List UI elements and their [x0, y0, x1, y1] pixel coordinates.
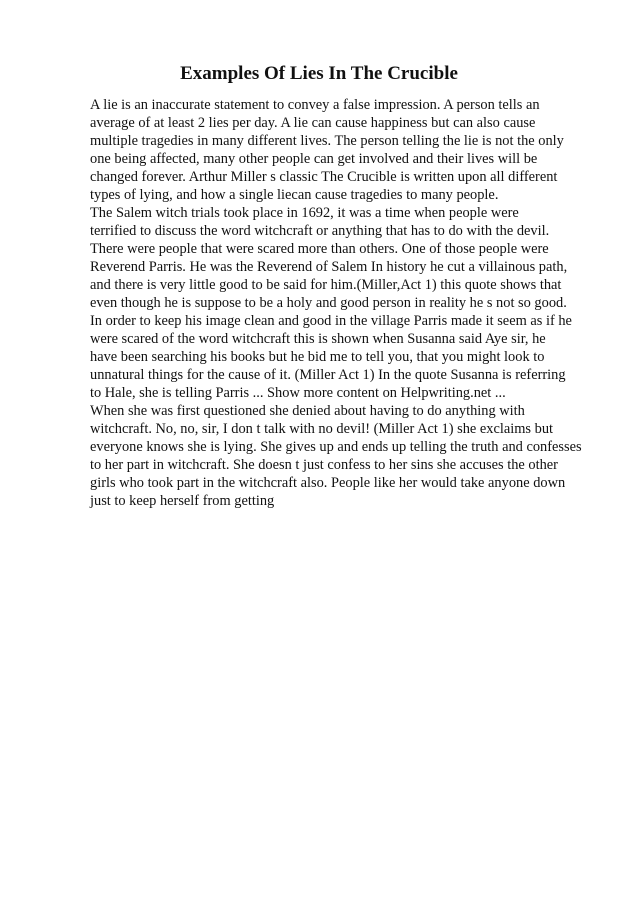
- body-line: multiple tragedies in many different lives. The person telling the lie is not the only: [90, 133, 564, 149]
- body-line: one being affected, many other people can get involved and their lives will be: [90, 151, 538, 167]
- body-line: have been searching his books but he bid me to tell you, that you might look to: [90, 349, 545, 365]
- body-line: In order to keep his image clean and good in the village Parris made it seem as if he: [90, 313, 572, 329]
- body-line: unnatural things for the cause of it. (Miller Act 1) In the quote Susanna is referring: [90, 367, 566, 383]
- body-line: girls who took part in the witchcraft also. People like her would take anyone down: [90, 475, 566, 491]
- body-line: just to keep herself from getting: [90, 493, 275, 509]
- body-line: witchcraft. No, no, sir, I don t talk with no devil! (Miller Act 1) she exclaims but: [90, 421, 554, 437]
- body-line: to Hale, she is telling Parris ... Show more content on Helpwriting.net ...: [90, 385, 506, 401]
- body-line: were scared of the word witchcraft this is shown when Susanna said Aye sir, he: [90, 331, 546, 347]
- body-line: terrified to discuss the word witchcraft or anything that has to do with the devil.: [90, 223, 550, 239]
- document-body: [90, 96, 610, 510]
- body-line: Reverend Parris. He was the Reverend of Salem In history he cut a villainous path,: [90, 259, 568, 275]
- document-title: Examples Of Lies In The Crucible: [180, 63, 458, 84]
- body-line: The Salem witch trials took place in 1692, it was a time when people were: [90, 205, 519, 221]
- body-line: and there is very little good to be said for him.(Miller,Act 1) this quote shows that: [90, 277, 562, 293]
- body-line: even though he is suppose to be a holy and good person in reality he s not so good.: [90, 295, 567, 311]
- body-line: everyone knows she is lying. She gives up and ends up telling the truth and confesses: [90, 439, 582, 455]
- body-line: to her part in witchcraft. She doesn t just confess to her sins she accuses the other: [90, 457, 558, 473]
- body-line: A lie is an inaccurate statement to convey a false impression. A person tells an: [90, 97, 540, 113]
- body-line: When she was first questioned she denied about having to do anything with: [90, 403, 525, 419]
- body-line: types of lying, and how a single liecan cause tragedies to many people.: [90, 187, 499, 203]
- body-line: changed forever. Arthur Miller s classic The Crucible is written upon all different: [90, 169, 558, 185]
- body-line: There were people that were scared more than others. One of those people were: [90, 241, 549, 257]
- body-line: average of at least 2 lies per day. A lie can cause happiness but can also cause: [90, 115, 536, 131]
